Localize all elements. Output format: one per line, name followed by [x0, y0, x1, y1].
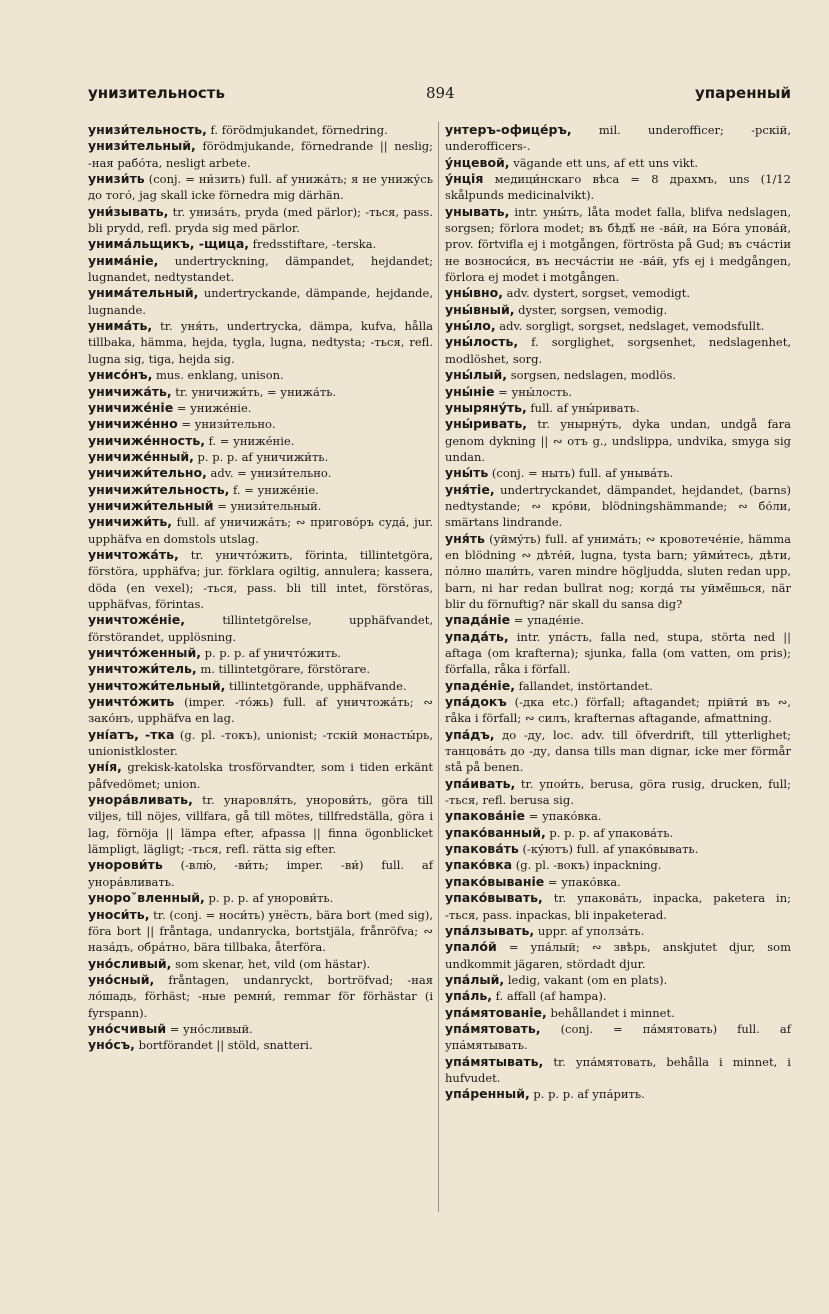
entry-headword: уно́сливый,	[88, 955, 172, 971]
entry-definition: (g. pl. -вокъ) inpackning.	[512, 858, 662, 873]
dictionary-entry	[88, 1037, 433, 1053]
dictionary-entry	[445, 334, 791, 367]
dictionary-entry	[88, 253, 433, 286]
entry-headword: унима́льщикъ, -щица,	[88, 236, 250, 252]
dictionary-entry	[88, 138, 433, 171]
dictionary-entry	[88, 907, 433, 956]
dictionary-entry	[445, 416, 791, 465]
entry-headword: уно́счивый	[88, 1020, 167, 1036]
dictionary-entry	[88, 694, 433, 727]
dictionary-entry	[88, 433, 433, 449]
entry-definition: fråntagen, undanryckt, bortröfvad; -ная ло́шадь, förhäst; -ные ремни́, remmar för förhästar (i fyrspann).	[88, 972, 433, 1020]
entry-headword: уны́ло,	[445, 318, 496, 334]
entry-definition: undertryckning, dämpandet, hejdandet; lugnandet, nedtystandet.	[88, 253, 433, 285]
entry-headword: уничтоже́ніе,	[88, 612, 186, 628]
entry-headword: уны́ривать,	[445, 416, 528, 432]
entry-definition: tillintetgörelse, upphäfvandet, förstörandet, upplösning.	[88, 613, 433, 644]
entry-headword: уничижи́тельность,	[88, 481, 230, 497]
dictionary-entry	[88, 645, 433, 661]
dictionary-entry	[445, 808, 791, 824]
left-column	[88, 122, 433, 1054]
dictionary-entry	[445, 400, 791, 416]
entry-definition: adv. = унизи́тельно.	[206, 466, 332, 481]
dictionary-entry	[445, 776, 791, 809]
entry-definition: full. af уны́ривать.	[526, 400, 640, 415]
dictionary-entry	[88, 661, 433, 677]
dictionary-entry	[445, 629, 791, 678]
entry-definition: = унизи́тельный.	[213, 498, 322, 513]
dictionary-entry	[445, 972, 791, 988]
entry-headword: упа́дъ,	[445, 726, 495, 742]
entry-definition: f. sorglighet, sorgsenhet, nedslagenhet, modlöshet, sorg.	[445, 335, 791, 366]
entry-headword: упако́вка	[445, 857, 513, 873]
entry-definition: = упаде́ніе.	[510, 613, 585, 628]
dictionary-entry	[445, 204, 791, 286]
entry-definition: (g. pl. -токъ), unionist; -тскій монасты́рь, unionistkloster.	[88, 727, 433, 759]
entry-headword: уны́лый,	[445, 367, 508, 383]
entry-headword: уничтожа́ть,	[88, 546, 179, 562]
entry-definition: (conj. = ни́зить) full. af унижа́ть; я не унижу́сь до того́, jag skall icke förnedra mig därhän.	[88, 172, 433, 203]
entry-definition: (-дка etc.) förfall; aftagandet; прійти́ въ ∾, råka i förfall; ∾ силъ, krafternas aftagande, afmattning.	[445, 695, 791, 726]
entry-headword: уничтожи́тельный,	[88, 677, 226, 693]
entry-definition: grekisk-katolska trosförvandter, som i tiden erkänt påfvedömet; union.	[88, 760, 433, 791]
entry-headword: упа́докъ	[445, 694, 507, 710]
entry-headword: уничижи́тельный	[88, 497, 214, 513]
entry-definition: undertryckandet, dämpandet, hejdandet, (barns) nedtystande; ∾ кро́ви, blödningshämmande; ∾ бо́ли, smärtans lindrande.	[445, 482, 791, 530]
entry-definition: p. p. p. af уничто́жить.	[200, 646, 341, 660]
entry-headword: уныряну́ть,	[445, 399, 527, 415]
entry-definition: = упако́вка.	[544, 874, 621, 889]
entry-headword: упако́вывать,	[445, 890, 543, 906]
entry-definition: tr. уня́ть, undertrycka, dämpa, kufva, hålla tillbaka, hämma, hejda, tygla, lugna, nedtysta; -ться, refl. lugna sig, tiga, hejda sig.	[88, 319, 433, 366]
dictionary-entry	[445, 939, 791, 972]
dictionary-entry	[88, 204, 433, 237]
entry-definition: f. förödmjukandet, förnedring.	[206, 123, 388, 137]
column-divider	[438, 122, 439, 1212]
entry-definition: p. p. p. af унорови́ть.	[204, 891, 334, 906]
entry-headword: уни́зывать,	[88, 203, 169, 219]
entry-definition: dyster, sorgsen, vemodig.	[514, 302, 668, 317]
header-right-headword: упаренный	[695, 84, 791, 102]
entry-headword: у́нцевой,	[445, 154, 510, 170]
entry-definition: som skenar, het, vild (om hästar).	[171, 956, 371, 971]
entry-definition: f. = униже́ніе.	[204, 433, 295, 448]
dictionary-entry	[445, 874, 791, 890]
dictionary-entry	[445, 678, 791, 694]
entry-headword: уничижа́ть,	[88, 383, 172, 399]
dictionary-entry	[445, 465, 791, 481]
entry-headword: уничижи́тельно,	[88, 465, 207, 481]
entry-headword: уно́сный,	[88, 971, 155, 987]
entry-definition: (conj. = па́мятовать) full. af упа́мятывать.	[445, 1021, 791, 1053]
dictionary-entry	[88, 514, 433, 547]
page-number: 894	[426, 84, 455, 102]
entry-definition: = упако́вка.	[525, 809, 602, 824]
entry-headword: упакова́ть	[445, 841, 519, 857]
dictionary-entry	[88, 285, 433, 318]
entry-headword: унима́ть,	[88, 318, 153, 334]
entry-headword: упа́лый,	[445, 971, 505, 987]
dictionary-entry	[88, 318, 433, 367]
entry-headword: уничиже́нно	[88, 416, 178, 432]
entry-headword: уны́лость,	[445, 334, 519, 350]
entry-definition: до -ду, loc. adv. till öfverdrift, till ytterlighet; танцова́ть до -ду, dansa tills man dignar, icke mer förmår stå på benen.	[445, 727, 791, 775]
entry-headword: упа́ивать,	[445, 775, 516, 791]
entry-definition: bortförandet || stöld, snatteri.	[134, 1038, 313, 1053]
entry-definition: uppr. af уполза́ть.	[534, 923, 645, 938]
entry-definition: f. = униже́ніе.	[229, 482, 319, 497]
entry-headword: уні́атъ, -тка	[88, 726, 175, 742]
entry-headword: упа́лзывать,	[445, 922, 535, 938]
entry-definition: = уны́лость.	[494, 384, 572, 399]
page-header	[88, 84, 791, 110]
entry-headword: унизи́тельность,	[88, 122, 207, 137]
entry-headword: упа́мятовать,	[445, 1020, 541, 1036]
entry-definition: p. p. p. af упакова́ть.	[545, 825, 674, 840]
dictionary-entry	[445, 155, 791, 171]
dictionary-entry	[88, 792, 433, 857]
entry-headword: уня́тіе,	[445, 481, 495, 497]
entry-headword: упа́ренный,	[445, 1086, 530, 1102]
entry-headword: упа́мятованіе,	[445, 1004, 547, 1020]
entry-definition: adv. dystert, sorgset, vemodigt.	[502, 286, 691, 301]
entry-definition: förödmjukande, förnedrande || neslig; -ная рабо́та, nesligt arbete.	[88, 139, 433, 170]
entry-definition: tr. упа́мятовать, behålla i minnet, i hufvudet.	[445, 1054, 791, 1085]
entry-headword: уны́вный,	[445, 301, 515, 317]
entry-definition: tr. униза́ть, pryda (med pärlor); -ться, pass. bli prydd, refl. pryda sig med pärlor.	[88, 204, 433, 236]
entry-definition: full. af уничижа́ть; ∾ пригово́ръ суда́, jur. upphäfva en domstols utslag.	[88, 515, 433, 546]
dictionary-entry	[88, 890, 433, 906]
entry-headword: уня́ть	[445, 530, 485, 546]
dictionary-entry	[88, 416, 433, 432]
dictionary-entry	[445, 857, 791, 873]
entry-headword: унима́тельный,	[88, 285, 199, 301]
entry-definition: mus. enklang, unison.	[152, 368, 284, 383]
entry-headword: уничиже́ніе	[88, 399, 174, 415]
dictionary-entry	[445, 825, 791, 841]
dictionary-entry	[88, 384, 433, 400]
entry-headword: упако́вываніе	[445, 873, 545, 889]
dictionary-entry	[445, 482, 791, 531]
entry-definition: медици́нскаго вѣса = 8 драхмъ, uns (1/12 skålpunds medicinalvikt).	[445, 172, 791, 203]
entry-definition: (-ку́ютъ) full. af упако́вывать.	[518, 842, 699, 857]
entry-headword: упако́ванный,	[445, 824, 546, 840]
dictionary-entry	[445, 367, 791, 383]
entry-headword: унывать,	[445, 203, 510, 219]
entry-headword: уні́я,	[88, 759, 122, 775]
entry-headword: унороˇвленный,	[88, 890, 205, 906]
entry-definition: p. p. p. af уничижи́ть.	[193, 449, 329, 464]
entry-definition: sorgsen, nedslagen, modlös.	[507, 368, 677, 383]
entry-definition: = унизи́тельно.	[177, 417, 276, 432]
dictionary-entry	[88, 956, 433, 972]
entry-definition: = уно́сливый.	[166, 1021, 253, 1036]
entry-definition: (imper. -то́жь) full. af уничтожа́ть; ∾ зако́нъ, upphäfva en lag.	[88, 695, 433, 726]
entry-definition: fallandet, instörtandet.	[514, 678, 653, 693]
entry-definition: behållandet i minnet.	[546, 1005, 675, 1020]
entry-definition: mil. underofficer; -рскій, underofficers-.	[445, 123, 791, 154]
dictionary-entry	[88, 367, 433, 383]
dictionary-entry	[88, 449, 433, 465]
entry-definition: vägande ett uns, af ett uns vikt.	[509, 155, 698, 170]
entry-definition: tillintetgörande, upphäfvande.	[225, 678, 407, 693]
entry-definition: tr. унаровля́ть, унорови́ть, göra till viljes, till nöjes, villfara, gå till mötes, tillfredställa, göra i lag, förnöja || lämpa efter, afpassa || finna ögonblicket lämpligt, lägligt; -ться, refl. rätta sig efter.	[88, 793, 433, 857]
entry-headword: упало́й	[445, 939, 497, 955]
dictionary-entry	[88, 482, 433, 498]
dictionary-entry	[88, 547, 433, 612]
entry-headword: у́нція	[445, 171, 484, 187]
entry-definition: tr. уничто́жить, förinta, tillintetgöra, förstöra, upphäfva; jur. förklara ogiltig, annulera; kassera, döda (en vexel); -ться, pass. bli till intet, förstöras, upphäfvas, förintas.	[88, 547, 433, 611]
dictionary-entry	[88, 122, 433, 138]
entry-definition: intr. уны́ть, låta modet falla, blifva nedslagen, sorgsen; förlora modet; въ бѣдѣ́ не -ва́й, на Бо́га упова́й, prov. förtvifla ej i motgången, förtrösta på Gud; въ сча́стіи не возноси́ся, въ несча́стіи не -ва́й, yfs ej i medgången, förlora ej modet i motgången.	[445, 204, 791, 285]
dictionary-entry	[445, 1086, 791, 1102]
dictionary-entry	[88, 678, 433, 694]
dictionary-entry	[445, 612, 791, 628]
entry-headword: уничиже́нный,	[88, 448, 194, 464]
dictionary-entry	[445, 1054, 791, 1087]
header-left-headword: унизительность	[88, 84, 225, 102]
entry-headword: унизи́тельный,	[88, 138, 196, 154]
entry-headword: унорови́ть	[88, 857, 163, 873]
entry-headword: уничто́женный,	[88, 645, 201, 660]
dictionary-entry	[445, 1005, 791, 1021]
dictionary-entry	[445, 923, 791, 939]
entry-definition: adv. sorgligt, sorgset, nedslaget, vemodsfullt.	[495, 319, 765, 334]
entry-definition: fredsstiftare, -terska.	[249, 237, 377, 252]
entry-headword: уны́ть	[445, 465, 489, 481]
entry-headword: упакова́ніе	[445, 808, 526, 824]
dictionary-entry	[88, 972, 433, 1021]
entry-definition: tr. уничижи́ть, = унижа́ть.	[171, 384, 337, 399]
entry-headword: унора́вливать,	[88, 792, 193, 808]
dictionary-entry	[445, 318, 791, 334]
dictionary-entry	[88, 171, 433, 204]
dictionary-entry	[445, 890, 791, 923]
dictionary-entry	[88, 612, 433, 645]
entry-definition: ledig, vakant (om en plats).	[504, 972, 668, 987]
dictionary-entry	[445, 531, 791, 613]
dictionary-entry	[88, 759, 433, 792]
entry-definition: (уйму́ть) full. af унима́ть; ∾ кровотече́ніе, hämma en blödning ∾ дѣте́й, lugna, tysta barn; уйми́тесь, дѣти, по́лно шали́ть, varen mindre högljudda, sluten redan upp, barn, ni har redan bullrat nog; когда́ ты уймё́шься, när blir du förnuftig? när skall du sansa dig?	[445, 531, 791, 611]
entry-headword: упа́ль,	[445, 988, 493, 1004]
dictionary-entry	[88, 857, 433, 890]
dictionary-entry	[88, 498, 433, 514]
entry-headword: уны́вно,	[445, 285, 503, 301]
dictionary-entry	[445, 988, 791, 1004]
entry-headword: уноси́ть,	[88, 906, 150, 922]
entry-headword: упа́мятывать,	[445, 1053, 544, 1069]
entry-definition: intr. упа́сть, falla ned, stupa, störta ned || aftaga (om krafterna); sjunka, falla (om vatten, om pris); förfalla, råka i förfall.	[445, 629, 791, 677]
dictionary-entry	[88, 236, 433, 252]
entry-definition: m. tillintetgörare, förstörare.	[196, 662, 371, 677]
dictionary-entry	[88, 1021, 433, 1037]
entry-headword: упаде́ніе,	[445, 677, 515, 693]
dictionary-entry	[445, 285, 791, 301]
dictionary-entry	[445, 171, 791, 204]
entry-definition: (-влю́, -ви́ть; imper. -ви́) full. af унора́вливать.	[88, 858, 433, 889]
entry-headword: уно́съ,	[88, 1037, 135, 1053]
entry-headword: упада́ть,	[445, 628, 509, 644]
entry-headword: унтеръ-офице́ръ,	[445, 122, 572, 137]
dictionary-entry	[88, 465, 433, 481]
entry-definition: tr. упакова́ть, inpacka, paketera in; -ться, pass. inpackas, bli inpaketerad.	[445, 891, 791, 922]
entry-headword: унизи́ть	[88, 171, 145, 187]
dictionary-entry	[88, 727, 433, 760]
entry-headword: унима́ніе,	[88, 252, 159, 268]
entry-headword: уничижи́ть,	[88, 514, 172, 530]
entry-definition: tr. упои́ть, berusa, göra rusig, drucken, full; -ться, refl. berusa sig.	[445, 776, 791, 808]
entry-headword: упада́ніе	[445, 612, 511, 628]
dictionary-entry	[445, 727, 791, 776]
entry-definition: = униже́ніе.	[173, 400, 252, 415]
entry-headword: уничиже́нность,	[88, 432, 205, 448]
dictionary-entry	[445, 122, 791, 155]
dictionary-entry	[445, 302, 791, 318]
entry-definition: = упа́лый; ∾ звѣрь, anskjutet djur, som undkommit jägaren, stördadt djur.	[445, 940, 791, 971]
dictionary-entry	[88, 400, 433, 416]
entry-definition: undertryckande, dämpande, hejdande, lugnande.	[88, 286, 433, 317]
entry-definition: f. affall (af hampa).	[492, 989, 607, 1004]
dictionary-entry	[445, 384, 791, 400]
dictionary-entry	[445, 694, 791, 727]
right-column	[445, 122, 791, 1103]
entry-headword: унисо́нъ,	[88, 367, 153, 383]
entry-definition: tr. (conj. = носи́ть) унёсть, bära bort (med sig), föra bort || fråntaga, undanrycka, bortstjäla, frånröfva; ∾ наза́дъ, обра́тно, bära tillbaka, återföra.	[88, 907, 433, 955]
entry-headword: уничто́жить	[88, 694, 175, 710]
dictionary-entry	[445, 841, 791, 857]
dictionary-entry	[445, 1021, 791, 1054]
entry-definition: p. p. p. af упа́рить.	[529, 1087, 645, 1102]
entry-headword: уничтожи́тель,	[88, 661, 197, 677]
entry-headword: уны́ніе	[445, 383, 495, 399]
entry-definition: (conj. = ныть) full. af унывáть.	[488, 466, 674, 481]
entry-definition: tr. унырну́ть, dyka undan, undgå fara genom dykning || ∾ отъ g., undslippa, undvika, smyga sig undan.	[445, 417, 791, 464]
